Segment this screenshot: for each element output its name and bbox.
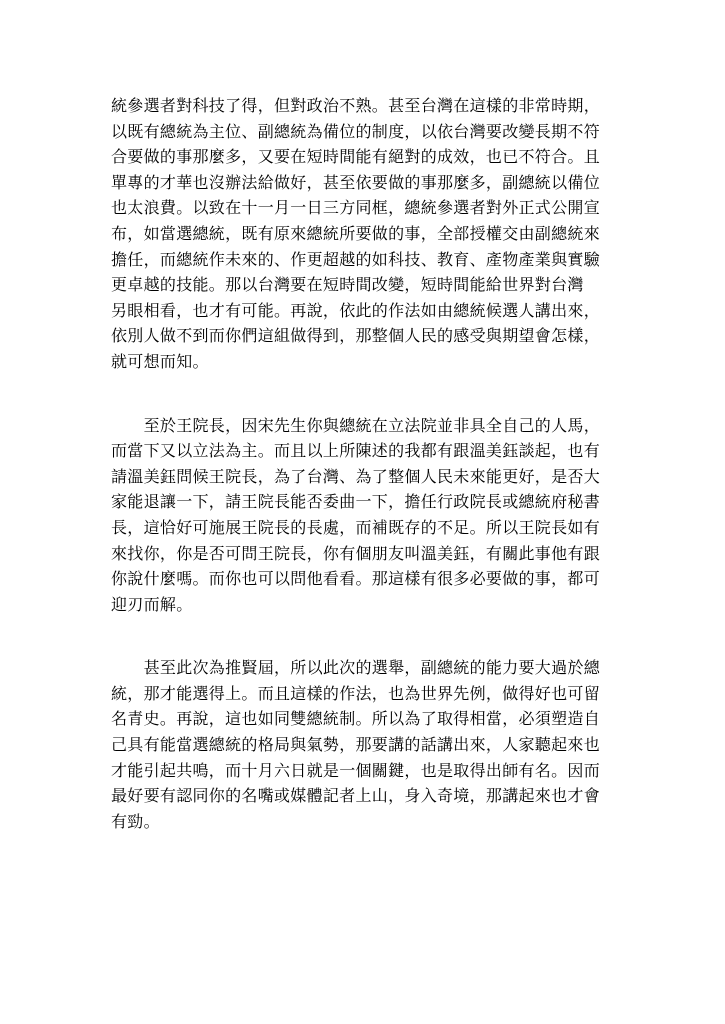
text-line: 統參選者對科技了得，但對政治不熟。甚至台灣在這樣的非常時期， (111, 96, 601, 115)
text-line: 你說什麼嗎。而你也可以問他看看。那這樣有很多必要做的事，都可 (111, 569, 601, 589)
text-line: 長，這恰好可施展王院長的長處，而補既存的不足。所以王院長如有 (111, 517, 601, 537)
text-line: 更卓越的技能。那以台灣要在短時間改變，短時間能給世界對台灣 (111, 275, 584, 295)
text-line: 家能退讓一下，請王院長能否委曲一下，擔任行政院長或總統府秘書 (111, 492, 601, 512)
text-line: 甚至此次為推賢屆，所以此次的選舉，副總統的能力要大過於總 (111, 658, 601, 678)
document-page (111, 93, 616, 834)
paragraph-1 (111, 93, 616, 375)
text-line: 就可想而知。 (111, 351, 209, 371)
text-line: 有勁。 (111, 811, 160, 831)
text-line: 另眼相看，也才有可能。再說，依此的作法如由總統候選人講出來， (111, 300, 601, 320)
text-line: 擔任，而總統作未來的、作更超越的如科技、教育、產物產業與實驗 (111, 249, 601, 269)
paragraph-spacer (111, 617, 616, 655)
text-line: 而當下又以立法為主。而且以上所陳述的我都有跟溫美鈺談起，也有 (111, 441, 601, 461)
text-line: 以既有總統為主位、副總統為備位的制度，以依台灣要改變長期不符 (111, 121, 601, 141)
paragraph-2 (111, 413, 616, 618)
text-line: 布，如當選總統，既有原來總統所要做的事，全部授權交由副總統來 (111, 223, 601, 243)
text-line: 來找你，你是否可問王院長，你有個朋友叫溫美鈺，有關此事他有跟 (111, 543, 601, 563)
text-line: 名青史。再說，這也如同雙總統制。所以為了取得相當，必須塑造自 (111, 709, 601, 729)
text-line: 至於王院長，因宋先生你與總統在立法院並非具全自己的人馬， (111, 415, 601, 435)
text-line: 請溫美鈺問候王院長，為了台灣、為了整個人民未來能更好，是否大 (111, 466, 601, 486)
text-line: 依別人做不到而你們這組做得到，那整個人民的感受與期望會怎樣， (111, 326, 601, 346)
text-line: 己具有能當選總統的格局與氣勢，那要講的話講出來，人家聽起來也 (111, 735, 601, 755)
text-line: 迎刃而解。 (111, 594, 193, 614)
text-line: 統，那才能選得上。而且這樣的作法，也為世界先例，做得好也可留 (111, 683, 601, 703)
text-line: 也太浪費。以致在十一月一日三方同框，總統參選者對外正式公開宣 (111, 198, 601, 218)
text-line: 單專的才華也沒辦法給做好，甚至依要做的事那麼多，副總統以備位 (111, 172, 601, 192)
text-line: 最好要有認同你的名嘴或媒體記者上山，身入奇境，那講起來也才會 (111, 786, 601, 806)
text-line: 才能引起共鳴，而十月六日就是一個關鍵，也是取得出師有名。因而 (111, 760, 601, 780)
paragraph-3 (111, 655, 616, 834)
paragraph-spacer (111, 375, 616, 413)
text-line: 合要做的事那麼多，又要在短時間能有絕對的成效，也已不符合。且 (111, 147, 601, 167)
